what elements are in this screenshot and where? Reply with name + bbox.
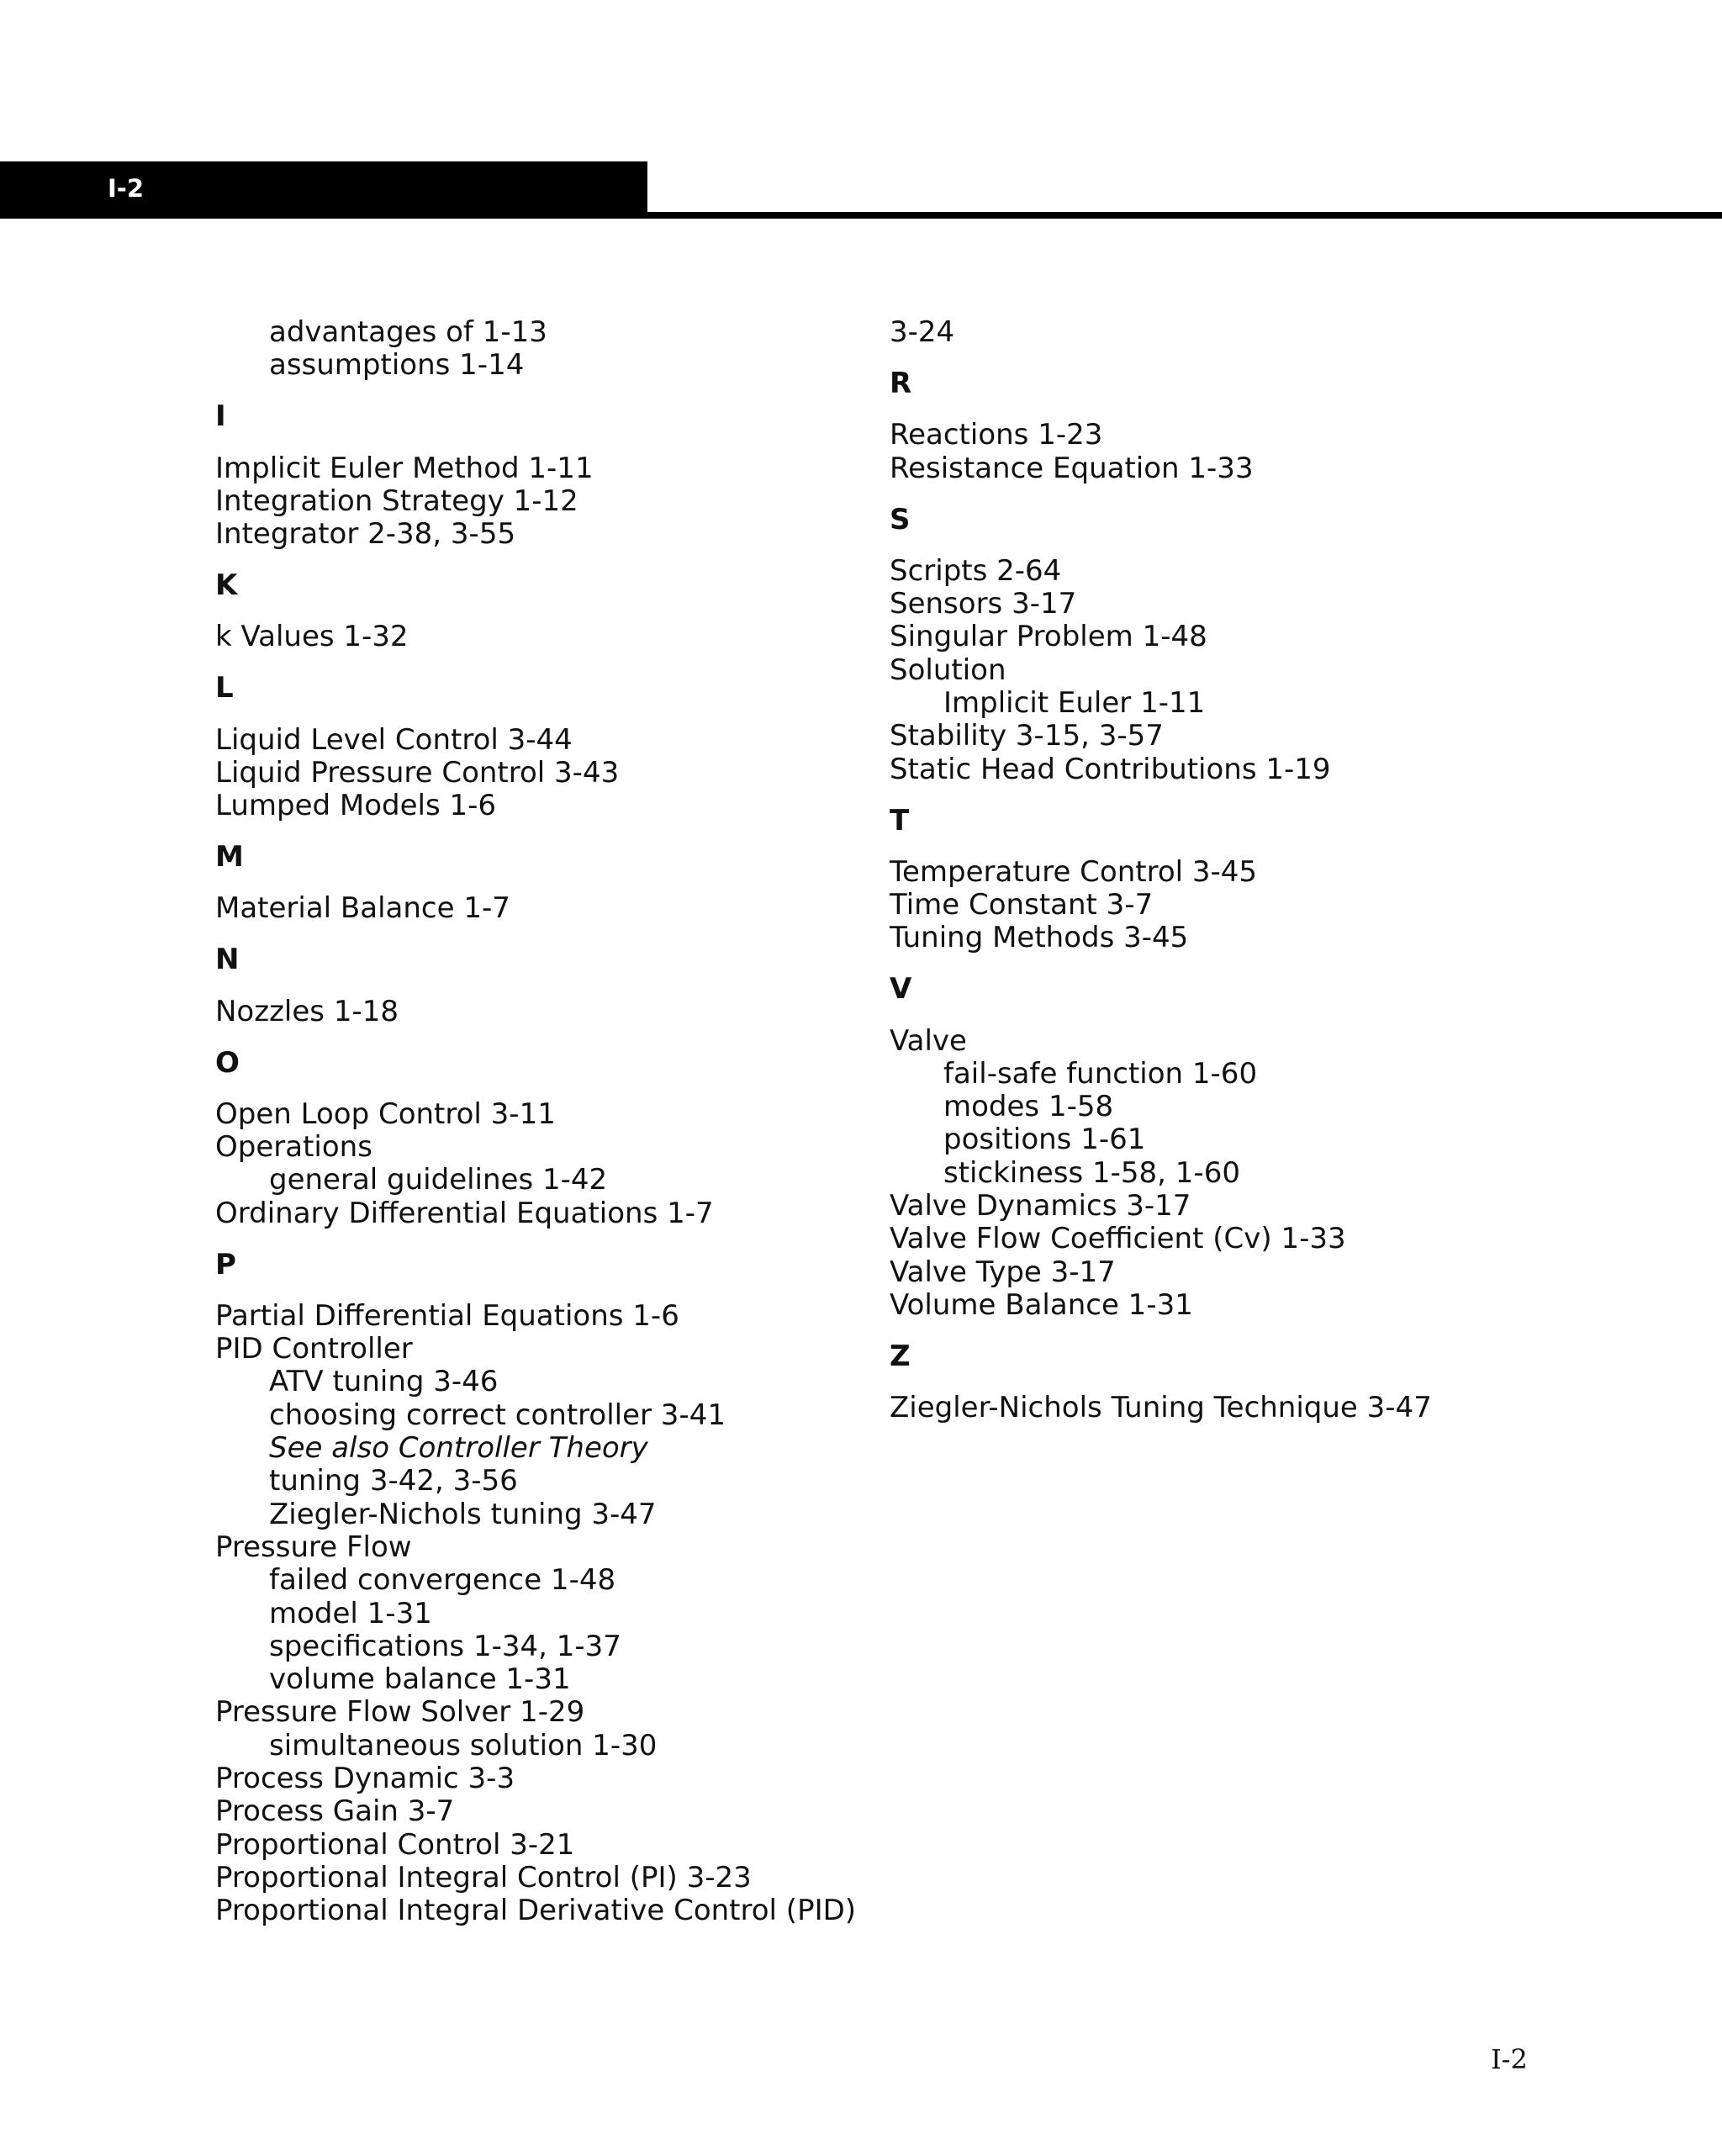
header-rule — [647, 212, 1722, 219]
index-entry: Nozzles 1-18 — [215, 994, 399, 1028]
index-entry: Integration Strategy 1-12 — [215, 484, 578, 518]
index-subentry: specifications 1-34, 1-37 — [269, 1629, 621, 1663]
index-entry: Volume Balance 1-31 — [890, 1287, 1193, 1322]
index-entry: Process Gain 3-7 — [215, 1794, 455, 1829]
index-entry: Singular Problem 1-48 — [890, 620, 1207, 654]
index-entry: Ordinary Differential Equations 1-7 — [215, 1196, 714, 1230]
index-letter-heading: O — [215, 1045, 240, 1080]
header-bar — [0, 161, 647, 219]
running-header-label: I-2 — [108, 174, 145, 203]
index-entry: Proportional Control 3-21 — [215, 1827, 575, 1862]
index-letter-heading: T — [890, 803, 910, 838]
index-subentry: Implicit Euler 1-11 — [943, 685, 1206, 720]
index-entry: Pressure Flow — [215, 1530, 412, 1564]
index-entry: Proportional Integral Derivative Control (PID) — [215, 1894, 857, 1928]
index-entry: Stability 3-15, 3-57 — [890, 719, 1164, 753]
index-subentry: simultaneous solution 1-30 — [269, 1728, 658, 1762]
index-entry: 3-24 — [890, 315, 955, 349]
index-letter-heading: R — [890, 367, 912, 401]
index-entry: Operations — [215, 1130, 372, 1164]
index-entry: Liquid Pressure Control 3-43 — [215, 755, 620, 790]
index-entry: Resistance Equation 1-33 — [890, 451, 1254, 485]
page-number: I-2 — [1491, 2043, 1528, 2075]
index-entry: Ziegler-Nichols Tuning Technique 3-47 — [890, 1391, 1432, 1425]
index-entry: Pressure Flow Solver 1-29 — [215, 1695, 585, 1730]
index-letter-heading: S — [890, 502, 911, 536]
index-entry: Partial Differential Equations 1-6 — [215, 1298, 679, 1333]
index-subentry: stickiness 1-58, 1-60 — [943, 1155, 1240, 1190]
index-letter-heading: M — [215, 840, 244, 875]
index-entry: k Values 1-32 — [215, 620, 409, 654]
index-entry: Reactions 1-23 — [890, 418, 1103, 452]
index-subentry: positions 1-61 — [943, 1123, 1146, 1157]
index-entry: Sensors 3-17 — [890, 587, 1077, 621]
index-entry: Valve Dynamics 3-17 — [890, 1189, 1191, 1223]
index-entry: Tuning Methods 3-45 — [890, 921, 1189, 955]
index-letter-heading: K — [215, 568, 238, 603]
index-subentry: Ziegler-Nichols tuning 3-47 — [269, 1497, 657, 1531]
index-entry: Open Loop Control 3-11 — [215, 1096, 556, 1131]
index-subentry: volume balance 1-31 — [269, 1662, 571, 1697]
index-subentry: failed convergence 1-48 — [269, 1563, 616, 1598]
index-entry: Scripts 2-64 — [890, 553, 1062, 588]
index-entry: Temperature Control 3-45 — [890, 854, 1258, 889]
index-subentry: See also Controller Theory — [269, 1431, 648, 1465]
index-entry: Proportional Integral Control (PI) 3-23 — [215, 1860, 752, 1894]
index-subentry: modes 1-58 — [943, 1090, 1114, 1124]
index-subentry: tuning 3-42, 3-56 — [269, 1464, 518, 1498]
index-subentry: advantages of 1-13 — [269, 315, 547, 349]
index-subentry: general guidelines 1-42 — [269, 1163, 608, 1197]
index-entry: Material Balance 1-7 — [215, 891, 510, 926]
index-entry: Time Constant 3-7 — [890, 888, 1154, 922]
index-entry: Lumped Models 1-6 — [215, 789, 497, 823]
index-subentry: choosing correct controller 3-41 — [269, 1398, 726, 1432]
index-subentry: assumptions 1-14 — [269, 348, 525, 383]
index-letter-heading: I — [215, 399, 226, 434]
index-letter-heading: V — [890, 972, 912, 1007]
index-entry: Solution — [890, 653, 1006, 687]
index-entry: Valve Type 3-17 — [890, 1255, 1116, 1289]
index-letter-heading: L — [215, 671, 234, 705]
index-entry: Valve — [890, 1023, 967, 1058]
index-entry: Integrator 2-38, 3-55 — [215, 517, 516, 552]
index-subentry: ATV tuning 3-46 — [269, 1365, 499, 1399]
index-entry: Static Head Contributions 1-19 — [890, 752, 1331, 786]
index-entry: Valve Flow Coefficient (Cv) 1-33 — [890, 1222, 1346, 1256]
index-entry: Liquid Level Control 3-44 — [215, 722, 573, 757]
index-letter-heading: P — [215, 1247, 236, 1281]
index-subentry: fail-safe function 1-60 — [943, 1056, 1258, 1091]
index-entry: Implicit Euler Method 1-11 — [215, 451, 594, 485]
index-entry: PID Controller — [215, 1332, 413, 1366]
index-entry: Process Dynamic 3-3 — [215, 1762, 515, 1795]
index-letter-heading: N — [215, 943, 240, 977]
index-subentry: model 1-31 — [269, 1596, 432, 1630]
index-letter-heading: Z — [890, 1340, 911, 1373]
